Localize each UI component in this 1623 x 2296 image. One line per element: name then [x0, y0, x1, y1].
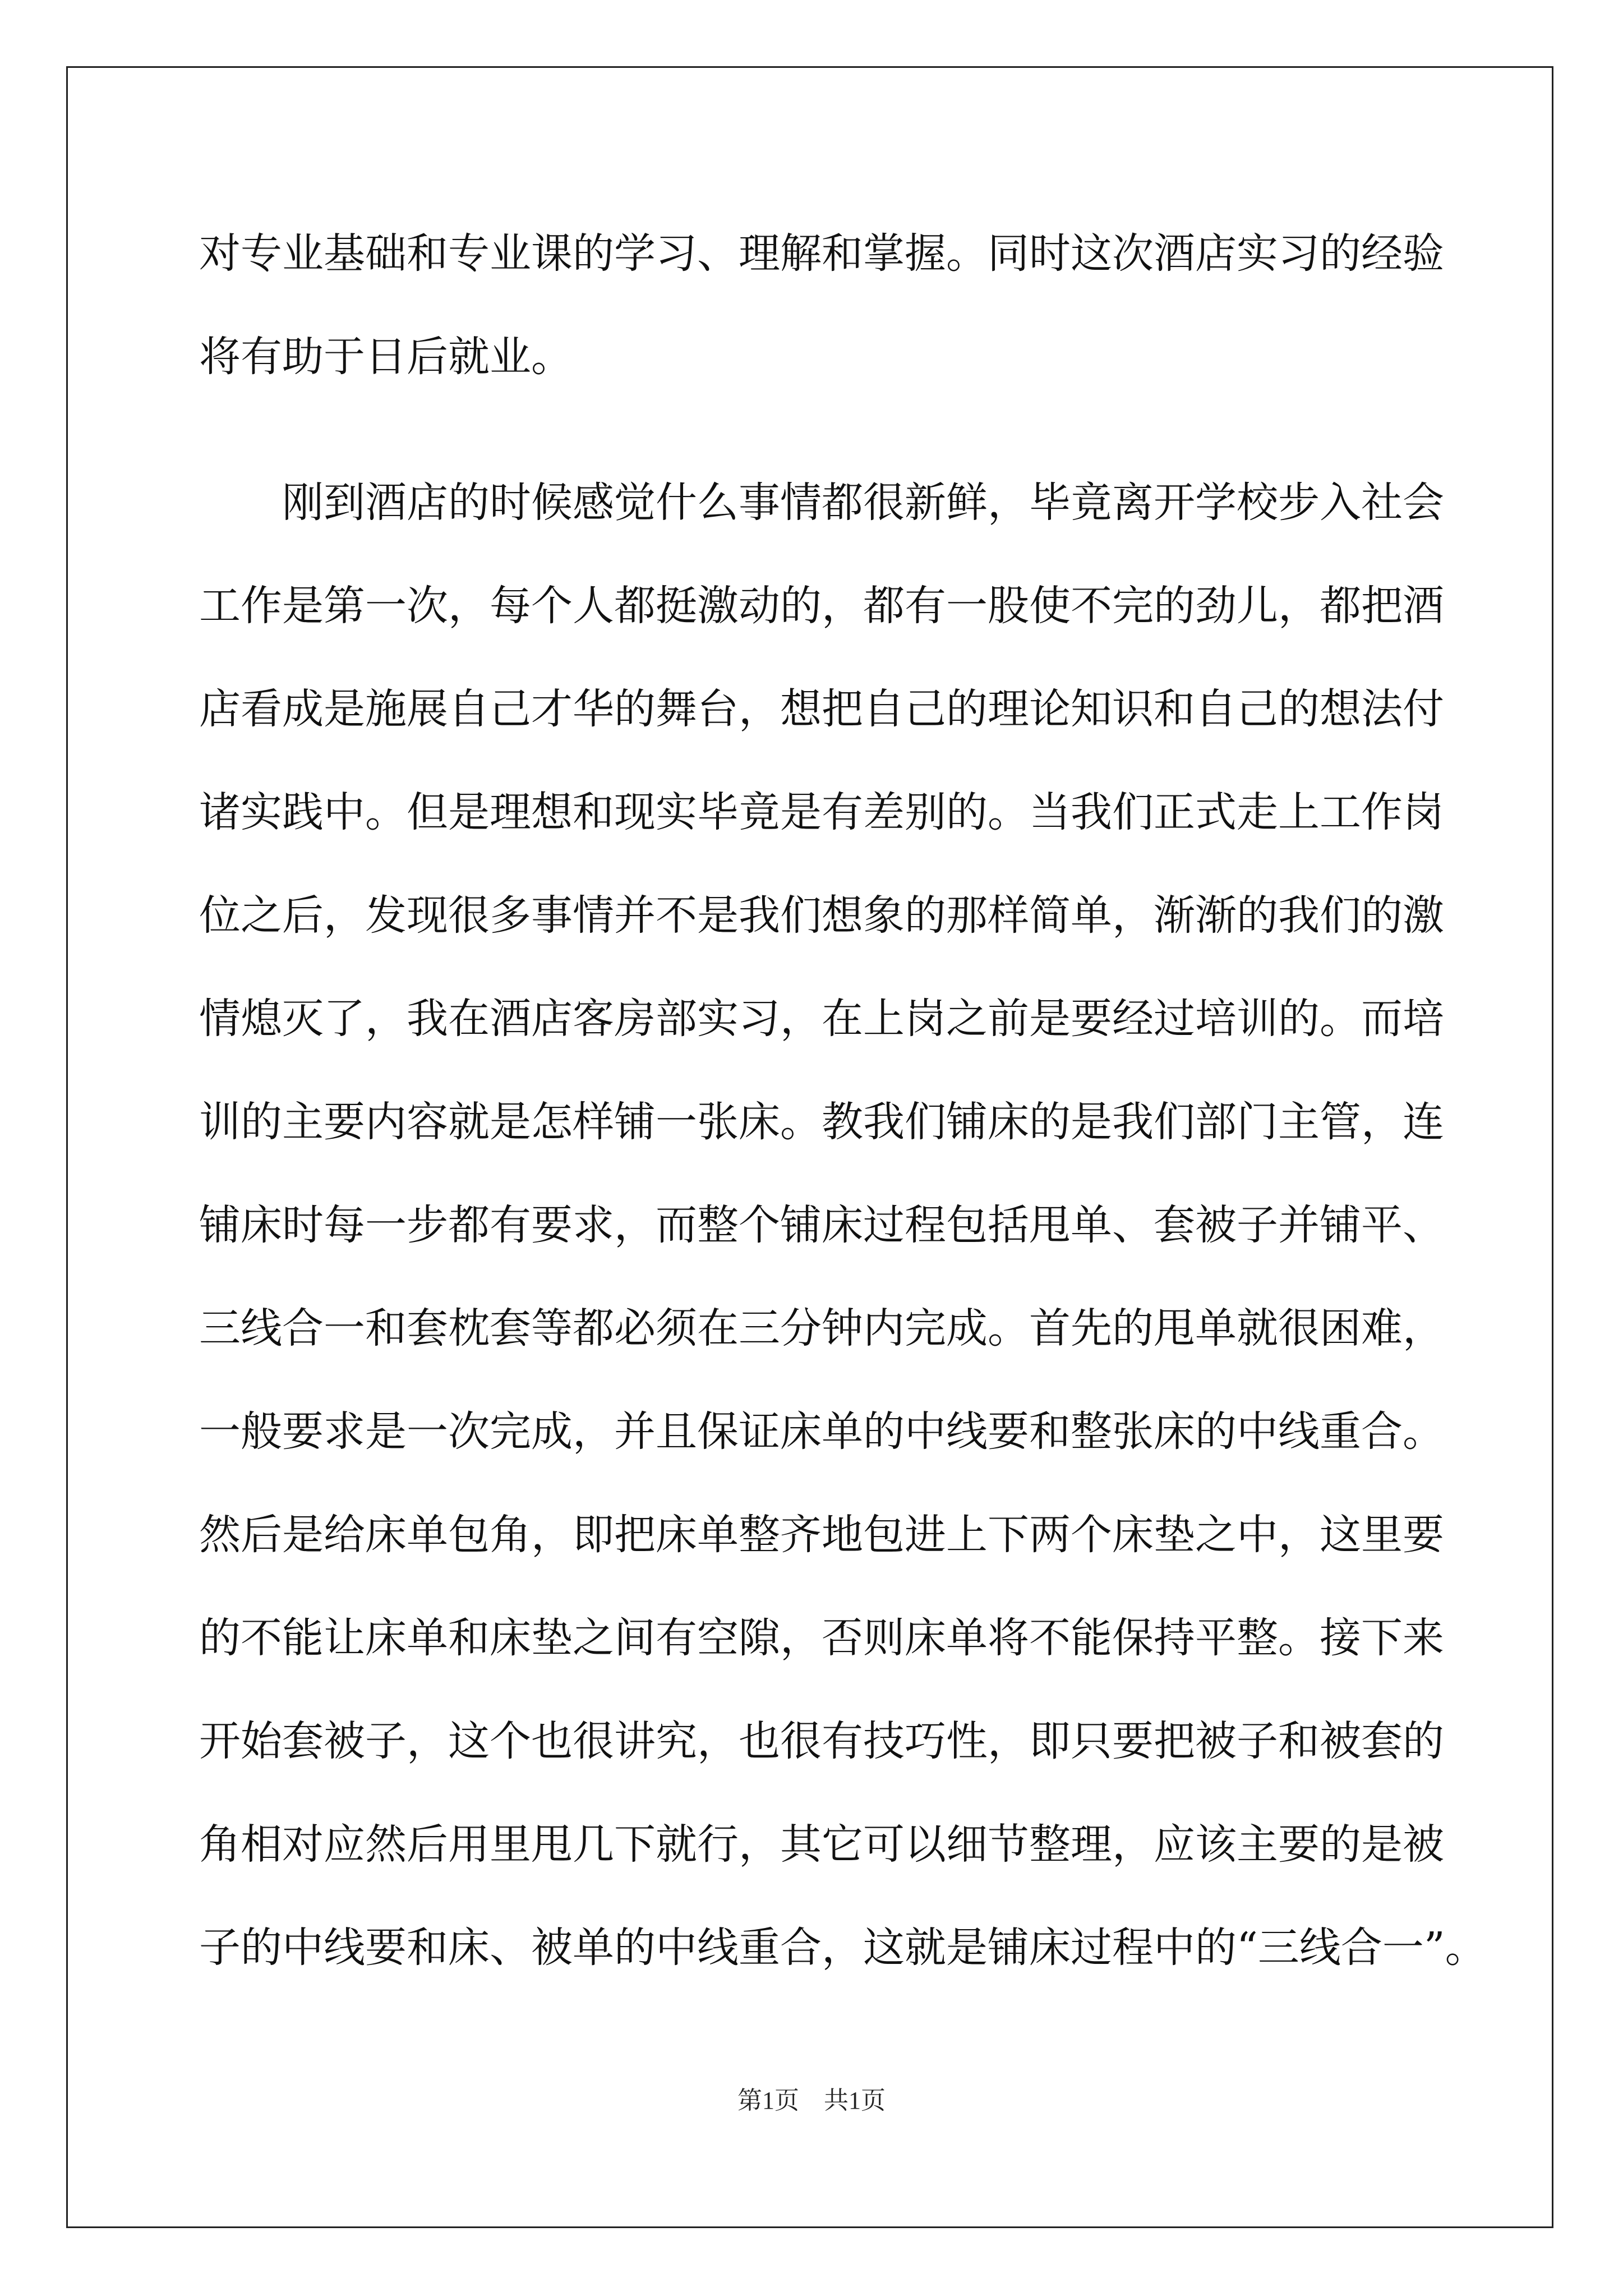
text-line: 开始套被子，这个也很讲究，也很有技巧性，即只要把被子和被套的: [199, 1717, 1444, 1765]
text-line: 一般要求是一次完成，并且保证床单的中线要和整张床的中线重合。: [199, 1407, 1444, 1456]
text-line: 对专业基础和专业课的学习、理解和掌握。同时这次酒店实习的经验: [199, 229, 1444, 278]
page-footer: [0, 2084, 1623, 2118]
text-line: 工作是第一次，每个人都挺激动的，都有一股使不完的劲儿，都把酒: [199, 582, 1444, 630]
page-number-label: 第1页 共1页: [737, 2087, 886, 2114]
text-line: 铺床时每一步都有要求，而整个铺床过程包括甩单、套被子并铺平、: [199, 1201, 1444, 1249]
text-line: 角相对应然后用里甩几下就行，其它可以细节整理，应该主要的是被: [199, 1820, 1444, 1869]
paragraph-1: [199, 202, 1444, 408]
text-line: 刚到酒店的时候感觉什么事情都很新鲜，毕竟离开学校步入社会: [199, 478, 1444, 527]
text-line: 将有助于日后就业。: [199, 333, 573, 381]
text-line: 情熄灭了，我在酒店客房部实习，在上岗之前是要经过培训的。而培: [199, 995, 1444, 1043]
text-line: 的不能让床单和床垫之间有空隙，否则床单将不能保持平整。接下来: [199, 1614, 1444, 1662]
paragraph-2: [199, 451, 1487, 1999]
text-line: 子的中线要和床、被单的中线重合，这就是铺床过程中的“三线合一”。: [199, 1924, 1487, 1972]
text-line: 三线合一和套枕套等都必须在三分钟内完成。首先的甩单就很困难，: [199, 1304, 1444, 1352]
paragraph-spacing: [199, 408, 1444, 451]
document-body: [199, 202, 1487, 1999]
text-line: 店看成是施展自己才华的舞台，想把自己的理论知识和自己的想法付: [199, 685, 1444, 733]
text-line: 然后是给床单包角，即把床单整齐地包进上下两个床垫之中，这里要: [199, 1511, 1444, 1559]
text-line: 诸实践中。但是理想和现实毕竟是有差别的。当我们正式走上工作岗: [199, 788, 1444, 836]
text-line: 位之后，发现很多事情并不是我们想象的那样简单，渐渐的我们的激: [199, 891, 1444, 940]
text-line: 训的主要内容就是怎样铺一张床。教我们铺床的是我们部门主管，连: [199, 1098, 1444, 1146]
